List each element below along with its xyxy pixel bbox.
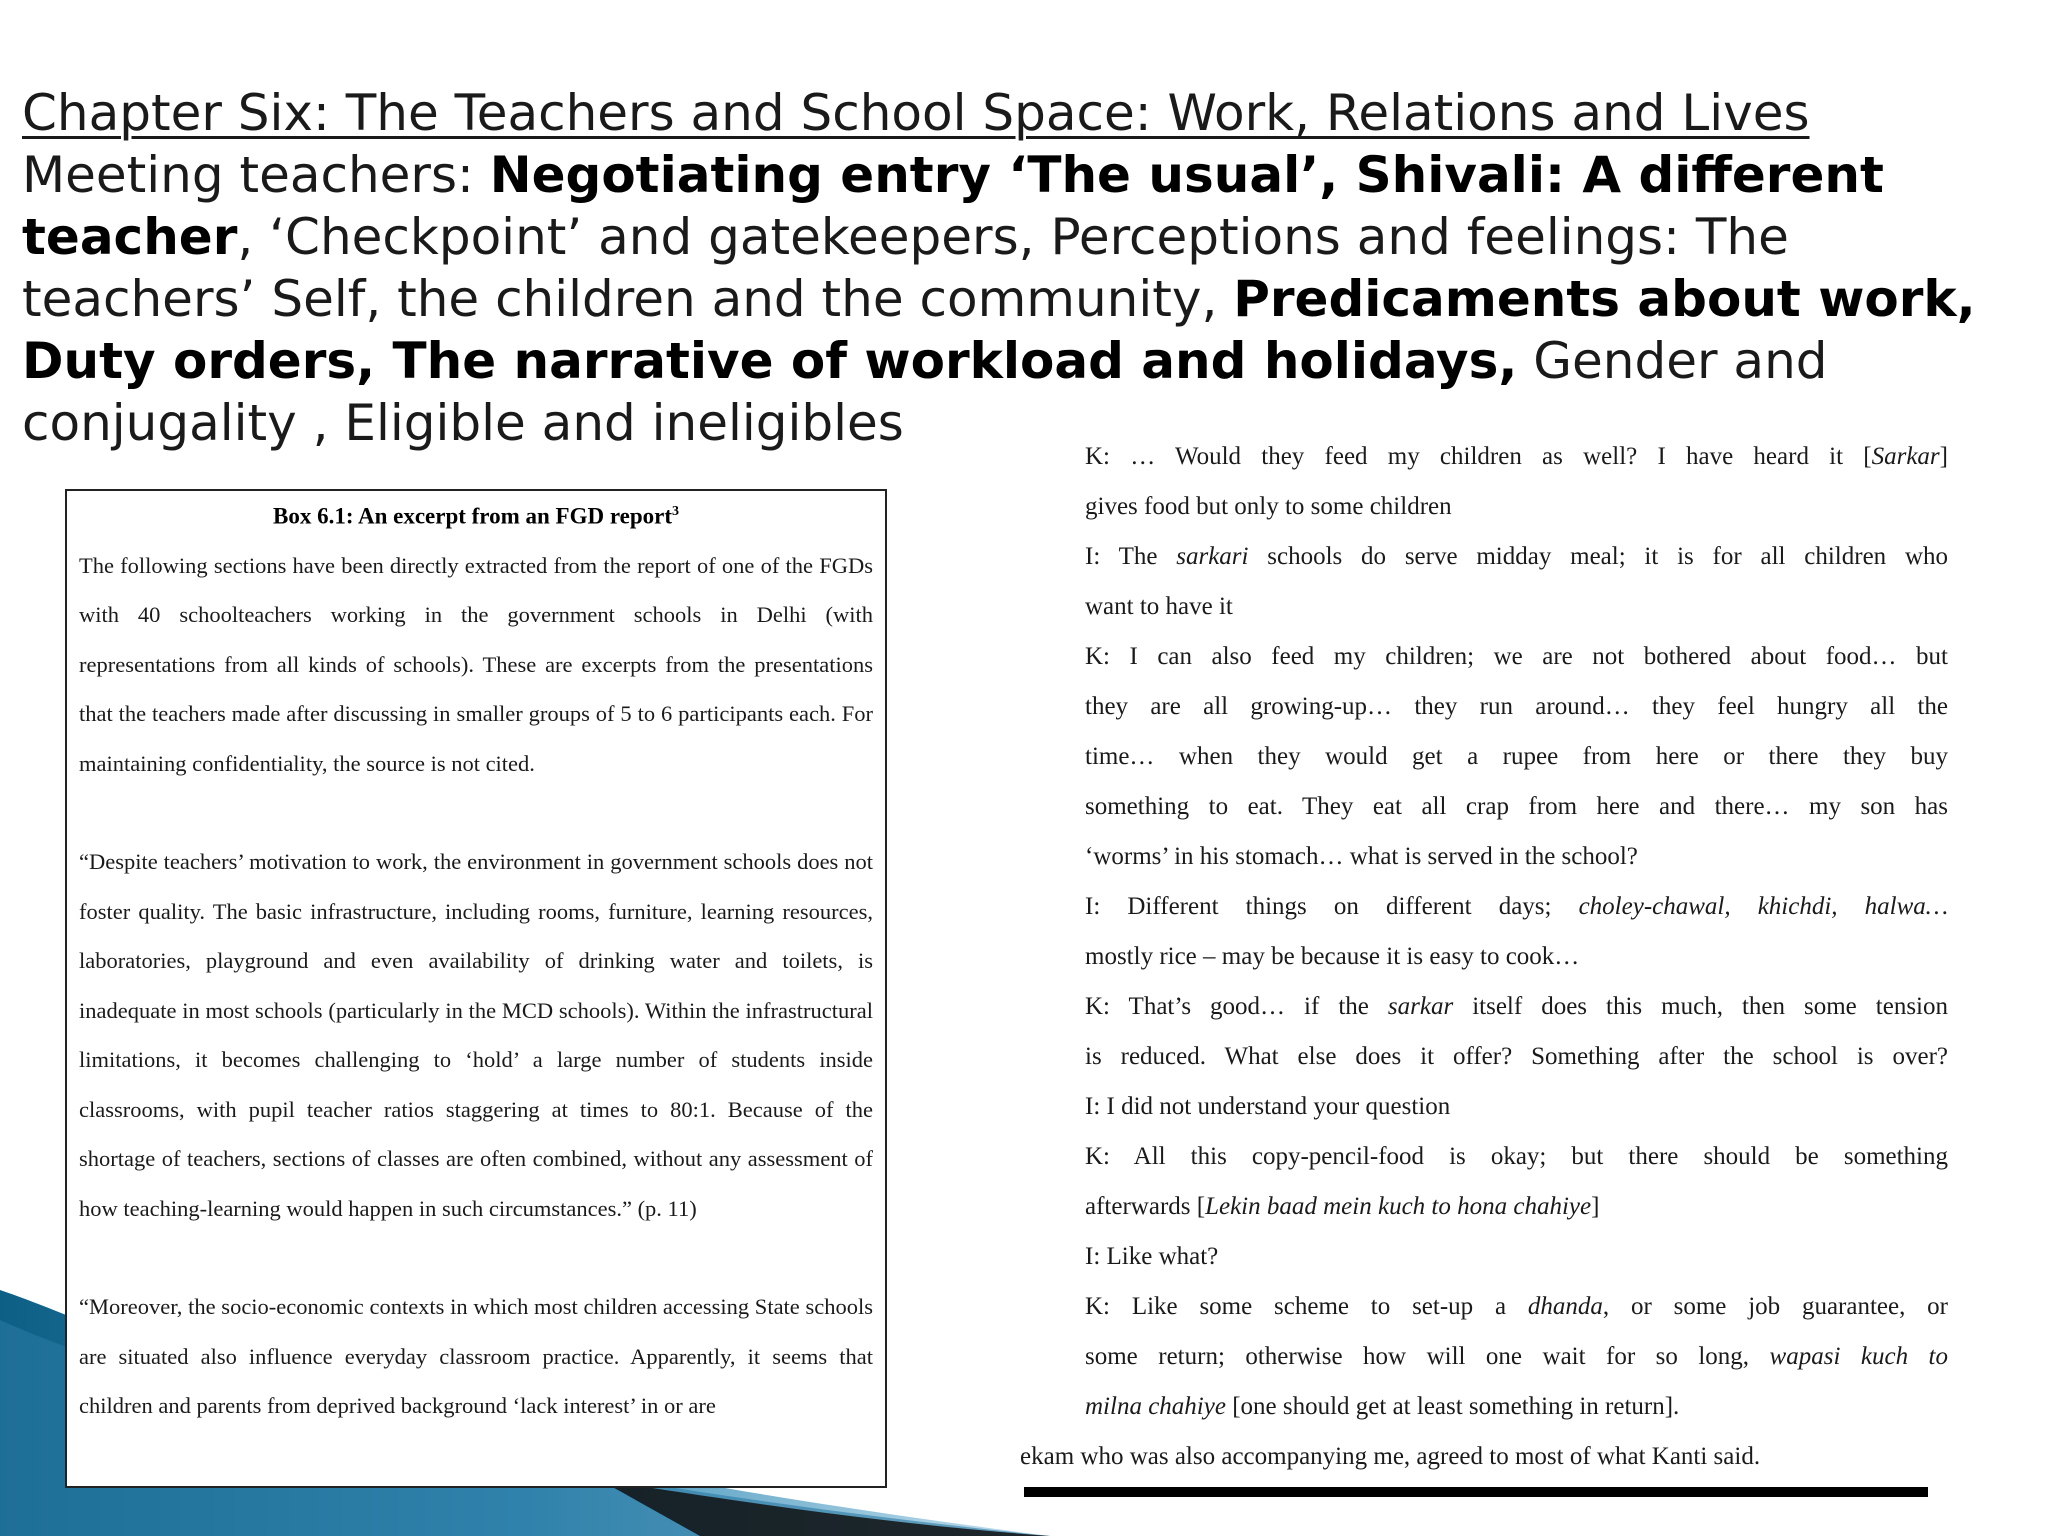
transcript-line: еkam who was also accompanying me, agreed to most of what Kanti said. <box>1020 1443 1761 1470</box>
chapter-title: Chapter Six: The Teachers and School Space: Work, Relations and Lives <box>22 84 1810 142</box>
transcript-line: K: … Would they feed my children as well? I have heard it [Sarkar] <box>1085 443 1948 470</box>
interview-transcript <box>1020 434 2028 1504</box>
transcript-line: K: I can also feed my children; we are not bothered about food… but <box>1085 643 1948 670</box>
heading-bold-2: Predicaments about work, Duty orders, The narrative of workload and holidays, <box>22 270 1976 390</box>
transcript-line: milna chahiye [one should get at least something in return]. <box>1085 1393 1680 1420</box>
transcript-line: time… when they would get a rupee from here or there they buy <box>1085 743 1948 770</box>
heading-text-2: , ‘Checkpoint’ and gatekeepers, Perceptions and feelings: The teachers’ Self, the children and the community, <box>22 208 1789 328</box>
heading-bold-1: Negotiating entry ‘The usual’, Shivali: A different teacher <box>22 146 1884 266</box>
transcript-line: K: That’s good… if the sarkar itself does this much, then some tension <box>1085 993 1948 1020</box>
transcript-line: some return; otherwise how will one wait for so long, wapasi kuch to <box>1085 1343 1948 1370</box>
transcript-line: ‘worms’ in his stomach… what is served in the school? <box>1085 843 1638 870</box>
transcript-line: I: Different things on different days; choley-chawal, khichdi, halwa… <box>1085 893 1948 920</box>
transcript-line: mostly rice – may be because it is easy to cook… <box>1085 943 1580 970</box>
transcript-line: gives food but only to some children <box>1085 493 1452 520</box>
box-paragraph-quote-1: “Despite teachers’ motivation to work, the environment in government schools does not foster quality. The basic infrastructure, including rooms, furniture, learning resources, laboratories, playground and even availability of drinking water and toilets, is inadequate in most schools (particularly in the MCD schools). Within the infrastructural limitations, it becomes challenging to ‘hold’ a large number of students inside classrooms, with pupil teacher ratios staggering at times to 80:1. Because of the shortage of teachers, sections of classes are often combined, without any assessment of how teaching-learning would happen in such circumstances.” (p. 11) <box>79 849 873 1221</box>
box-title: Box 6.1: An excerpt from an FGD report$^3$ <box>272 503 680 529</box>
transcript-line: is reduced. What else does it offer? Something after the school is over? <box>1085 1043 1948 1070</box>
transcript-line: I: I did not understand your question <box>1085 1093 1451 1120</box>
slide-heading <box>22 82 2032 454</box>
transcript-line: I: The sarkari schools do serve midday meal; it is for all children who <box>1085 543 1948 570</box>
transcript-line: I: Like what? <box>1085 1243 1219 1270</box>
footnote-mark: 3 <box>672 504 680 519</box>
heading-text-3: Gender and conjugality , Eligible and ineligibles <box>22 332 1828 452</box>
heading-text-1: Meeting teachers: <box>22 146 490 204</box>
fgd-excerpt-box <box>65 489 887 1488</box>
box-paragraph-quote-2: “Moreover, the socio-economic contexts in which most children accessing State schools are situated also influence everyday classroom practice. Apparently, it seems that children and parents from deprived background ‘lack interest’ in or are <box>79 1294 873 1419</box>
box-paragraph-intro: The following sections have been directly extracted from the report of one of the FGDs with 40 schoolteachers working in the government schools in Delhi (with representations from all kinds of schools). These are excerpts from the presentations that the teachers made after discussing in smaller groups of 5 to 6 participants each. For maintaining confidentiality, the source is not cited. <box>79 552 873 776</box>
transcript-line: something to eat. They eat all crap from here and there… my son has <box>1085 793 1948 820</box>
transcript-line: afterwards [Lekin baad mein kuch to hona chahiye] <box>1085 1193 1600 1220</box>
transcript-line: want to have it <box>1085 593 1233 620</box>
transcript-line: they are all growing-up… they run around… they feel hungry all the <box>1085 693 1948 720</box>
transcript-line: K: All this copy-pencil-food is okay; but there should be something <box>1085 1143 1948 1170</box>
transcript-line: K: Like some scheme to set-up a dhanda, or some job guarantee, or <box>1085 1293 1949 1320</box>
divider-bar <box>1024 1487 1928 1497</box>
